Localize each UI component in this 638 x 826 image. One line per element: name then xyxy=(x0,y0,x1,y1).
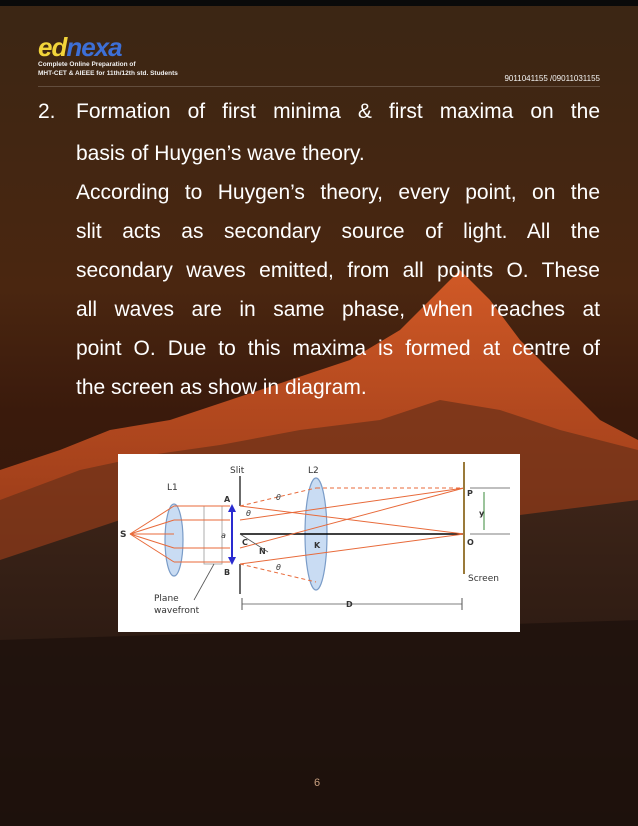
slit-arrow-head-down xyxy=(228,557,236,565)
label-slit: Slit xyxy=(230,466,245,476)
ednexa-logo xyxy=(38,34,178,78)
tagline-line2: MHT-CET & AIEEE for 11th/12th std. Students xyxy=(38,70,178,77)
label-screen: Screen xyxy=(468,574,499,584)
label-b: B xyxy=(224,568,231,577)
paragraph-line: point O. Due to this maxima is formed at centre of xyxy=(76,337,600,360)
label-c: C xyxy=(242,538,248,547)
plane-wavefront-pointer xyxy=(194,564,214,600)
logo-nexa: nexa xyxy=(66,32,122,62)
label-distance-d: D xyxy=(346,600,353,609)
label-p: P xyxy=(467,489,473,498)
diagram-svg xyxy=(118,454,520,632)
tagline-line1: Complete Online Preparation of xyxy=(38,61,136,68)
label-a: A xyxy=(224,495,231,504)
lens-l1 xyxy=(165,504,183,576)
plane-wavefront-box xyxy=(204,506,222,564)
paragraph-line: According to Huygen’s theory, every point, on the xyxy=(76,181,600,204)
page-number: 6 xyxy=(314,777,321,789)
heading-line1: Formation of first minima & first maxima on the xyxy=(76,100,600,123)
logo-ed: ed xyxy=(38,32,67,62)
label-theta-top: θ xyxy=(276,493,281,502)
paragraph-line: slit acts as secondary source of light. All the xyxy=(76,220,600,243)
label-wavefront: wavefront xyxy=(154,606,200,616)
label-s: S xyxy=(120,530,127,540)
label-y: y xyxy=(479,509,485,518)
label-n: N xyxy=(259,547,266,556)
single-slit-diffraction-diagram xyxy=(118,454,520,632)
logo-wordmark xyxy=(38,34,178,60)
label-l2: L2 xyxy=(308,466,319,476)
paragraph-line: secondary waves emitted, from all points O. These xyxy=(76,259,600,282)
paragraph-line: all waves are in same phase, when reaches at xyxy=(76,298,600,321)
label-theta-bottom: θ xyxy=(276,563,281,572)
heading-line2: basis of Huygen’s wave theory. xyxy=(76,142,365,165)
phone-numbers: 9011041155 /09011031155 xyxy=(504,74,600,83)
item-number: 2. xyxy=(38,100,56,123)
diffracted-rays xyxy=(240,488,464,582)
label-theta-slit: θ xyxy=(246,509,251,518)
label-l1: L1 xyxy=(167,483,178,493)
label-plane: Plane xyxy=(154,594,179,604)
label-o: O xyxy=(467,538,474,547)
label-k: K xyxy=(314,541,321,550)
top-bar xyxy=(0,0,638,6)
label-slit-width: a xyxy=(221,531,226,540)
header-divider xyxy=(38,86,600,87)
slit-arrow-head-up xyxy=(228,504,236,512)
paragraph-line: the screen as show in diagram. xyxy=(76,376,367,399)
